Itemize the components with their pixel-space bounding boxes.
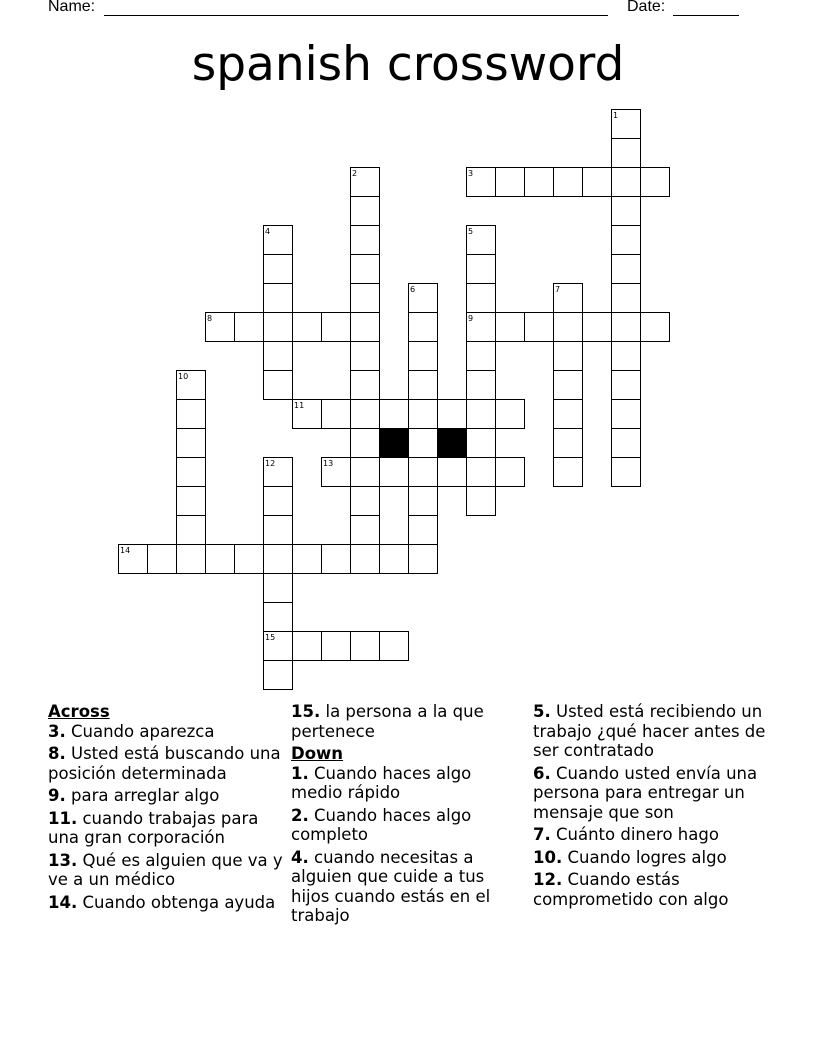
crossword-cell[interactable]	[351, 632, 380, 661]
crossword-cell[interactable]	[177, 487, 206, 516]
crossword-cell[interactable]	[380, 632, 409, 661]
clue-across-15: 15. la persona a la que pertenece	[291, 702, 484, 741]
crossword-cell[interactable]	[322, 400, 351, 429]
clues-column-1	[48, 702, 288, 915]
crossword-cell[interactable]	[264, 342, 293, 371]
clue-across-8: 8. Usted está buscando una posición determinada	[48, 744, 281, 783]
crossword-cell[interactable]	[467, 342, 496, 371]
crossword-cell[interactable]	[496, 458, 525, 487]
crossword-cell[interactable]	[351, 545, 380, 574]
crossword-cell[interactable]	[641, 168, 670, 197]
crossword-cell[interactable]	[612, 197, 641, 226]
crossword-cell[interactable]	[554, 342, 583, 371]
crossword-cell[interactable]	[525, 168, 554, 197]
page-title: spanish crossword	[191, 37, 625, 92]
clue-down-10: 10. Cuando logres algo	[533, 847, 727, 867]
crossword-cell[interactable]	[583, 313, 612, 342]
crossword-cell[interactable]	[148, 545, 177, 574]
crossword-cell[interactable]	[351, 371, 380, 400]
crossword-cell[interactable]	[409, 516, 438, 545]
crossword-cell[interactable]	[264, 255, 293, 284]
crossword-cell[interactable]	[554, 458, 583, 487]
crossword-cell[interactable]	[409, 545, 438, 574]
crossword-cell[interactable]	[554, 429, 583, 458]
crossword-cell[interactable]	[612, 429, 641, 458]
crossword-cell[interactable]	[293, 632, 322, 661]
clue-down-2: 2. Cuando haces algo completo	[291, 805, 472, 844]
clue-number-label: 9	[468, 314, 474, 323]
clue-down-7: 7. Cuánto dinero hago	[533, 825, 719, 844]
crossword-cell[interactable]	[554, 371, 583, 400]
crossword-cell[interactable]	[177, 458, 206, 487]
clue-number-label: 8	[207, 314, 213, 323]
crossword-cell[interactable]	[496, 400, 525, 429]
crossword-cell[interactable]	[583, 168, 612, 197]
clue-number-label: 7	[555, 285, 561, 294]
crossword-cell[interactable]	[351, 342, 380, 371]
crossword-cell[interactable]	[554, 400, 583, 429]
crossword-cell[interactable]	[264, 545, 293, 574]
crossword-cell[interactable]	[409, 371, 438, 400]
crossword-block-cell	[438, 429, 467, 458]
crossword-cell[interactable]	[612, 284, 641, 313]
crossword-cell[interactable]	[496, 313, 525, 342]
crossword-cell[interactable]	[351, 516, 380, 545]
crossword-cell[interactable]	[612, 371, 641, 400]
crossword-cell[interactable]	[409, 458, 438, 487]
crossword-cell[interactable]	[612, 313, 641, 342]
crossword-cell[interactable]	[293, 313, 322, 342]
crossword-cell[interactable]	[612, 458, 641, 487]
date-label: Date:	[627, 0, 666, 15]
crossword-cell[interactable]	[351, 458, 380, 487]
crossword-cell[interactable]	[438, 400, 467, 429]
crossword-cell[interactable]	[351, 487, 380, 516]
clue-number-label: 10	[178, 372, 189, 381]
down-heading: Down	[291, 744, 344, 763]
crossword-cell[interactable]	[409, 487, 438, 516]
crossword-cell[interactable]	[264, 284, 293, 313]
clue-number-label: 13	[323, 459, 334, 468]
crossword-cell[interactable]	[322, 545, 351, 574]
crossword-cell[interactable]	[264, 516, 293, 545]
crossword-cell[interactable]	[554, 168, 583, 197]
crossword-cell[interactable]	[612, 255, 641, 284]
crossword-cell[interactable]	[467, 429, 496, 458]
clue-down-5: 5. Usted está recibiendo un trabajo ¿qué hacer antes de ser contratado	[533, 702, 766, 760]
crossword-cell[interactable]	[612, 400, 641, 429]
clue-number-label: 4	[265, 227, 271, 236]
crossword-cell[interactable]	[351, 400, 380, 429]
clue-number-label: 2	[352, 169, 358, 178]
crossword-cell[interactable]	[322, 632, 351, 661]
crossword-cell[interactable]	[380, 400, 409, 429]
crossword-cell[interactable]	[351, 255, 380, 284]
crossword-cell[interactable]	[380, 458, 409, 487]
crossword-cell[interactable]	[177, 400, 206, 429]
clue-across-9: 9. para arreglar algo	[48, 786, 220, 805]
crossword-cell[interactable]	[206, 545, 235, 574]
crossword-cell[interactable]	[351, 429, 380, 458]
crossword-cell[interactable]	[467, 458, 496, 487]
clue-down-12: 12. Cuando estás comprometido con algo	[533, 870, 729, 909]
crossword-cell[interactable]	[612, 168, 641, 197]
clue-down-4: 4. cuando necesitas a alguien que cuide a tus hijos cuando estás en el trabajo	[291, 847, 491, 925]
crossword-cell[interactable]	[467, 400, 496, 429]
crossword-cell[interactable]	[264, 371, 293, 400]
crossword-cell[interactable]	[351, 197, 380, 226]
crossword-cell[interactable]	[467, 255, 496, 284]
crossword-cell[interactable]	[554, 313, 583, 342]
crossword-cell[interactable]	[264, 487, 293, 516]
clue-across-11: 11. cuando trabajas para una gran corporación	[48, 808, 259, 847]
crossword-cell[interactable]	[177, 545, 206, 574]
crossword-cell[interactable]	[235, 313, 264, 342]
crossword-cell[interactable]	[264, 313, 293, 342]
crossword-cell[interactable]	[264, 574, 293, 603]
clue-across-3: 3. Cuando aparezca	[48, 721, 215, 741]
crossword-cell[interactable]	[293, 545, 322, 574]
clue-number-label: 15	[265, 633, 276, 642]
crossword-block-cell	[380, 429, 409, 458]
crossword-cell[interactable]	[612, 342, 641, 371]
clue-number-label: 3	[468, 169, 474, 178]
clue-number-label: 12	[265, 459, 276, 468]
crossword-cell[interactable]	[409, 313, 438, 342]
crossword-cell[interactable]	[409, 342, 438, 371]
across-heading: Across	[48, 702, 110, 721]
crossword-cell[interactable]	[467, 284, 496, 313]
crossword-cell[interactable]	[496, 168, 525, 197]
crossword-cell[interactable]	[322, 313, 351, 342]
crossword-cell[interactable]	[409, 429, 438, 458]
clue-down-6: 6. Cuando usted envía una persona para entregar un mensaje que son	[533, 763, 758, 822]
crossword-cell[interactable]	[177, 429, 206, 458]
clues-column-2	[291, 702, 523, 929]
crossword-cell[interactable]	[177, 516, 206, 545]
crossword-cell[interactable]	[467, 487, 496, 516]
crossword-cell[interactable]	[380, 545, 409, 574]
crossword-cell[interactable]	[467, 371, 496, 400]
crossword-cell[interactable]	[438, 458, 467, 487]
crossword-cell[interactable]	[235, 545, 264, 574]
crossword-cell[interactable]	[264, 661, 293, 690]
clue-across-14: 14. Cuando obtenga ayuda	[48, 892, 276, 912]
crossword-cell[interactable]	[351, 313, 380, 342]
clue-number-label: 6	[410, 285, 416, 294]
crossword-cell[interactable]	[264, 603, 293, 632]
clues-column-3	[533, 702, 773, 912]
crossword-cell[interactable]	[351, 284, 380, 313]
clue-number-label: 14	[120, 546, 131, 555]
crossword-cell[interactable]	[409, 400, 438, 429]
clue-number-label: 11	[294, 401, 305, 410]
crossword-cell[interactable]	[612, 226, 641, 255]
crossword-cell[interactable]	[612, 139, 641, 168]
crossword-cell[interactable]	[641, 313, 670, 342]
name-label: Name:	[48, 0, 96, 15]
crossword-cell[interactable]	[351, 226, 380, 255]
clue-number-label: 1	[613, 111, 619, 120]
clue-across-13: 13. Qué es alguien que va y ve a un médico	[48, 850, 283, 889]
crossword-cell[interactable]	[525, 313, 554, 342]
clue-number-label: 5	[468, 227, 474, 236]
clue-down-1: 1. Cuando haces algo medio rápido	[291, 763, 472, 802]
